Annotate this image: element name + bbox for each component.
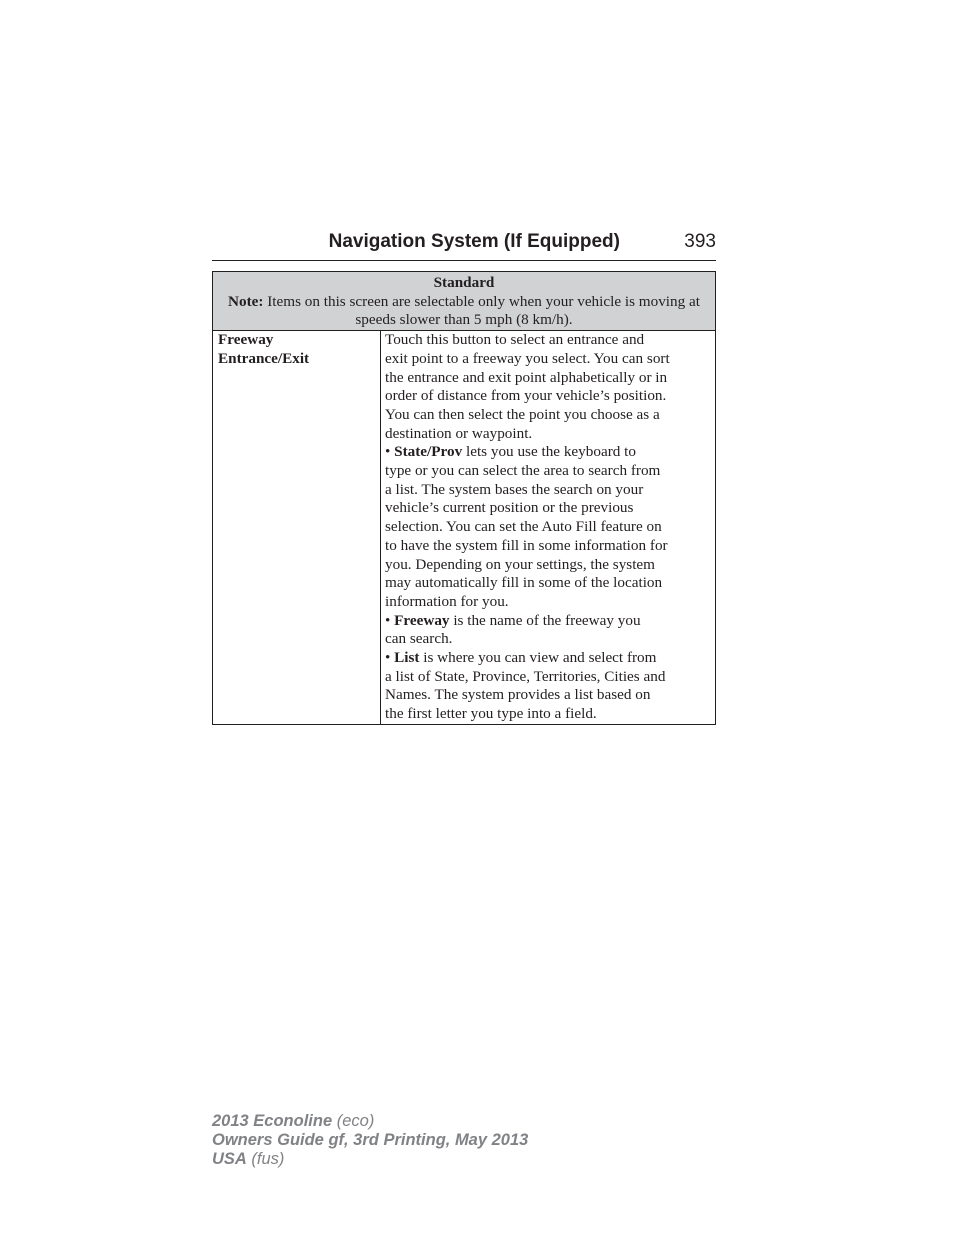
bullet-line: vehicle’s current position or the previous (385, 499, 634, 517)
note-text: Items on this screen are selectable only when your vehicle is moving at speeds slower than 5 mph (8 km/h). (263, 292, 700, 329)
bullet-label: Freeway (394, 611, 450, 629)
description-line: Touch this button to select an entrance and (385, 331, 645, 349)
description-line: exit point to a freeway you select. You can sort (385, 349, 670, 367)
bullet-icon: • (385, 649, 395, 667)
bullet-line: Names. The system provides a list based on (385, 686, 651, 704)
bullet-text: lets you use the keyboard to (462, 443, 636, 461)
bullet-icon: • (385, 611, 395, 629)
bullet-text: is the name of the freeway you (449, 611, 641, 629)
bullet-text: is where you can view and select from (419, 649, 657, 667)
page-footer (212, 1112, 528, 1169)
page-header (212, 228, 716, 261)
bullet-line: you. Depending on your settings, the system (385, 555, 655, 573)
bullet-line: the first letter you type into a field. (385, 705, 597, 723)
term-cell (213, 331, 381, 725)
page-number: 393 (684, 231, 716, 252)
description-line: You can then select the point you choose as a (385, 405, 660, 423)
bullet-item-state-prov (385, 443, 713, 462)
footer-printing: Owners Guide gf, 3rd Printing, May 2013 (212, 1131, 529, 1149)
footer-line (212, 1112, 528, 1131)
table-row (213, 331, 716, 725)
note-label: Note: (228, 292, 264, 310)
table-header-row (213, 272, 716, 331)
description-line: order of distance from your vehicle’s position. (385, 387, 667, 405)
term-line: Entrance/Exit (218, 349, 310, 367)
bullet-line: to have the system fill in some information for (385, 536, 668, 554)
bullet-label: List (394, 649, 420, 667)
bullet-line: a list. The system bases the search on your (385, 480, 644, 498)
bullet-line: a list of State, Province, Territories, Cities and (385, 667, 666, 685)
bullet-line: can search. (385, 630, 453, 648)
footer-line (212, 1150, 528, 1169)
table-heading: Standard (433, 274, 495, 291)
bullet-item-list (385, 649, 713, 668)
bullet-item-freeway (385, 612, 713, 631)
footer-market-code: (fus) (246, 1150, 285, 1168)
footer-model-code: (eco) (332, 1112, 375, 1130)
term-line: Freeway (218, 331, 274, 349)
table-header-cell (213, 272, 716, 331)
bullet-line: selection. You can set the Auto Fill feature on (385, 518, 662, 536)
description-line: destination or waypoint. (385, 424, 533, 442)
info-table (212, 271, 716, 725)
footer-model: 2013 Econoline (212, 1112, 333, 1130)
description-cell (381, 331, 716, 725)
footer-market: USA (212, 1150, 247, 1168)
description-line: the entrance and exit point alphabetically or in (385, 368, 668, 386)
bullet-line: type or you can select the area to search from (385, 462, 661, 480)
bullet-label: State/Prov (394, 443, 463, 461)
section-title: Navigation System (If Equipped) (328, 231, 620, 252)
bullet-line: information for you. (385, 592, 509, 610)
table-note (227, 293, 701, 330)
bullet-line: may automatically fill in some of the location (385, 574, 663, 592)
bullet-icon: • (385, 443, 395, 461)
